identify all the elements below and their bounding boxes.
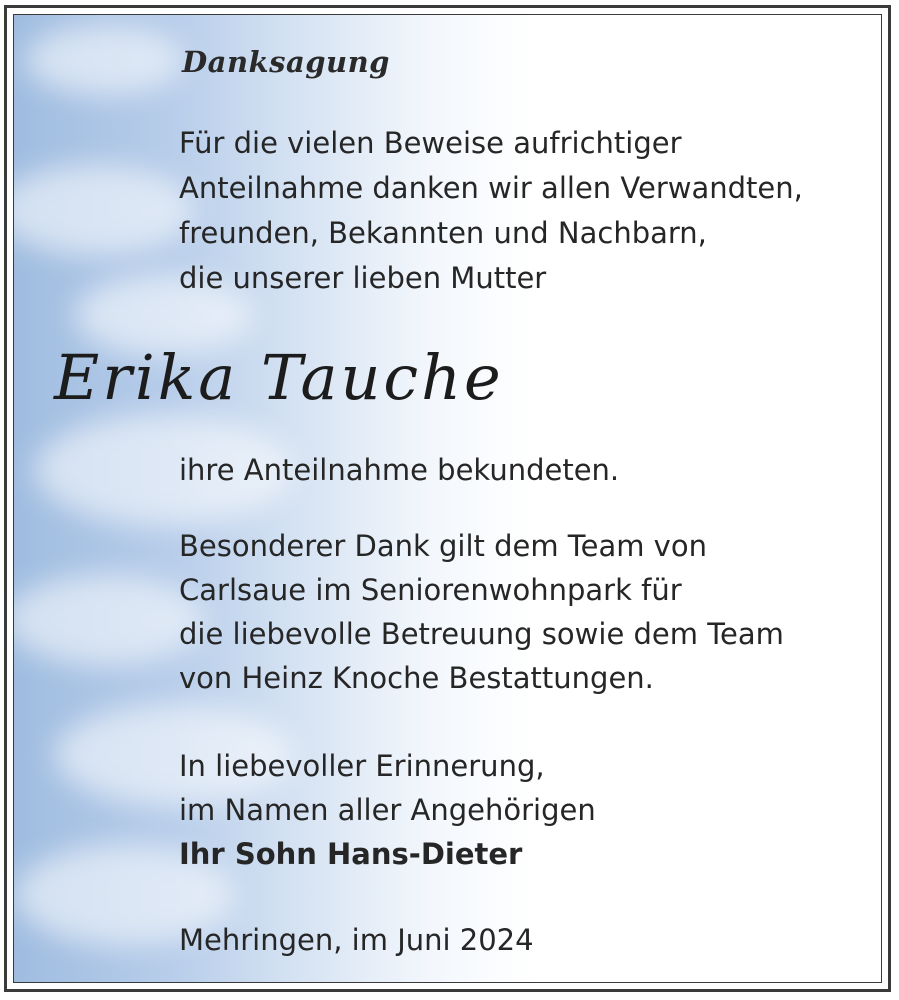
thanks-line: Carlsaue im Seniorenwohnpark für: [179, 573, 682, 607]
intro-line: Anteilnahme danken wir allen Verwandten,: [179, 171, 803, 205]
thanks-line: von Heinz Knoche Bestattungen.: [179, 661, 654, 695]
thanks-line: die liebevolle Betreuung sowie dem Team: [179, 617, 784, 651]
closing-line: In liebevoller Erinnerung,: [179, 749, 545, 783]
thanks-line: Besonderer Dank gilt dem Team von: [179, 529, 707, 563]
intro-line: freunden, Bekannten und Nachbarn,: [179, 216, 707, 250]
closing-line: im Namen aller Angehörigen: [179, 793, 596, 827]
notice-text: [14, 15, 881, 982]
heading: Danksagung: [182, 45, 390, 79]
signature: Ihr Sohn Hans-Dieter: [179, 837, 523, 871]
intro-line: Für die vielen Beweise aufrichtiger: [179, 126, 682, 160]
after-name-line: ihre Anteilnahme bekundeten.: [179, 453, 620, 487]
deceased-name: Erika Tauche: [54, 341, 504, 414]
intro-line: die unserer lieben Mutter: [179, 261, 547, 295]
inner-panel: [13, 14, 882, 983]
place-date: Mehringen, im Juni 2024: [179, 923, 534, 957]
